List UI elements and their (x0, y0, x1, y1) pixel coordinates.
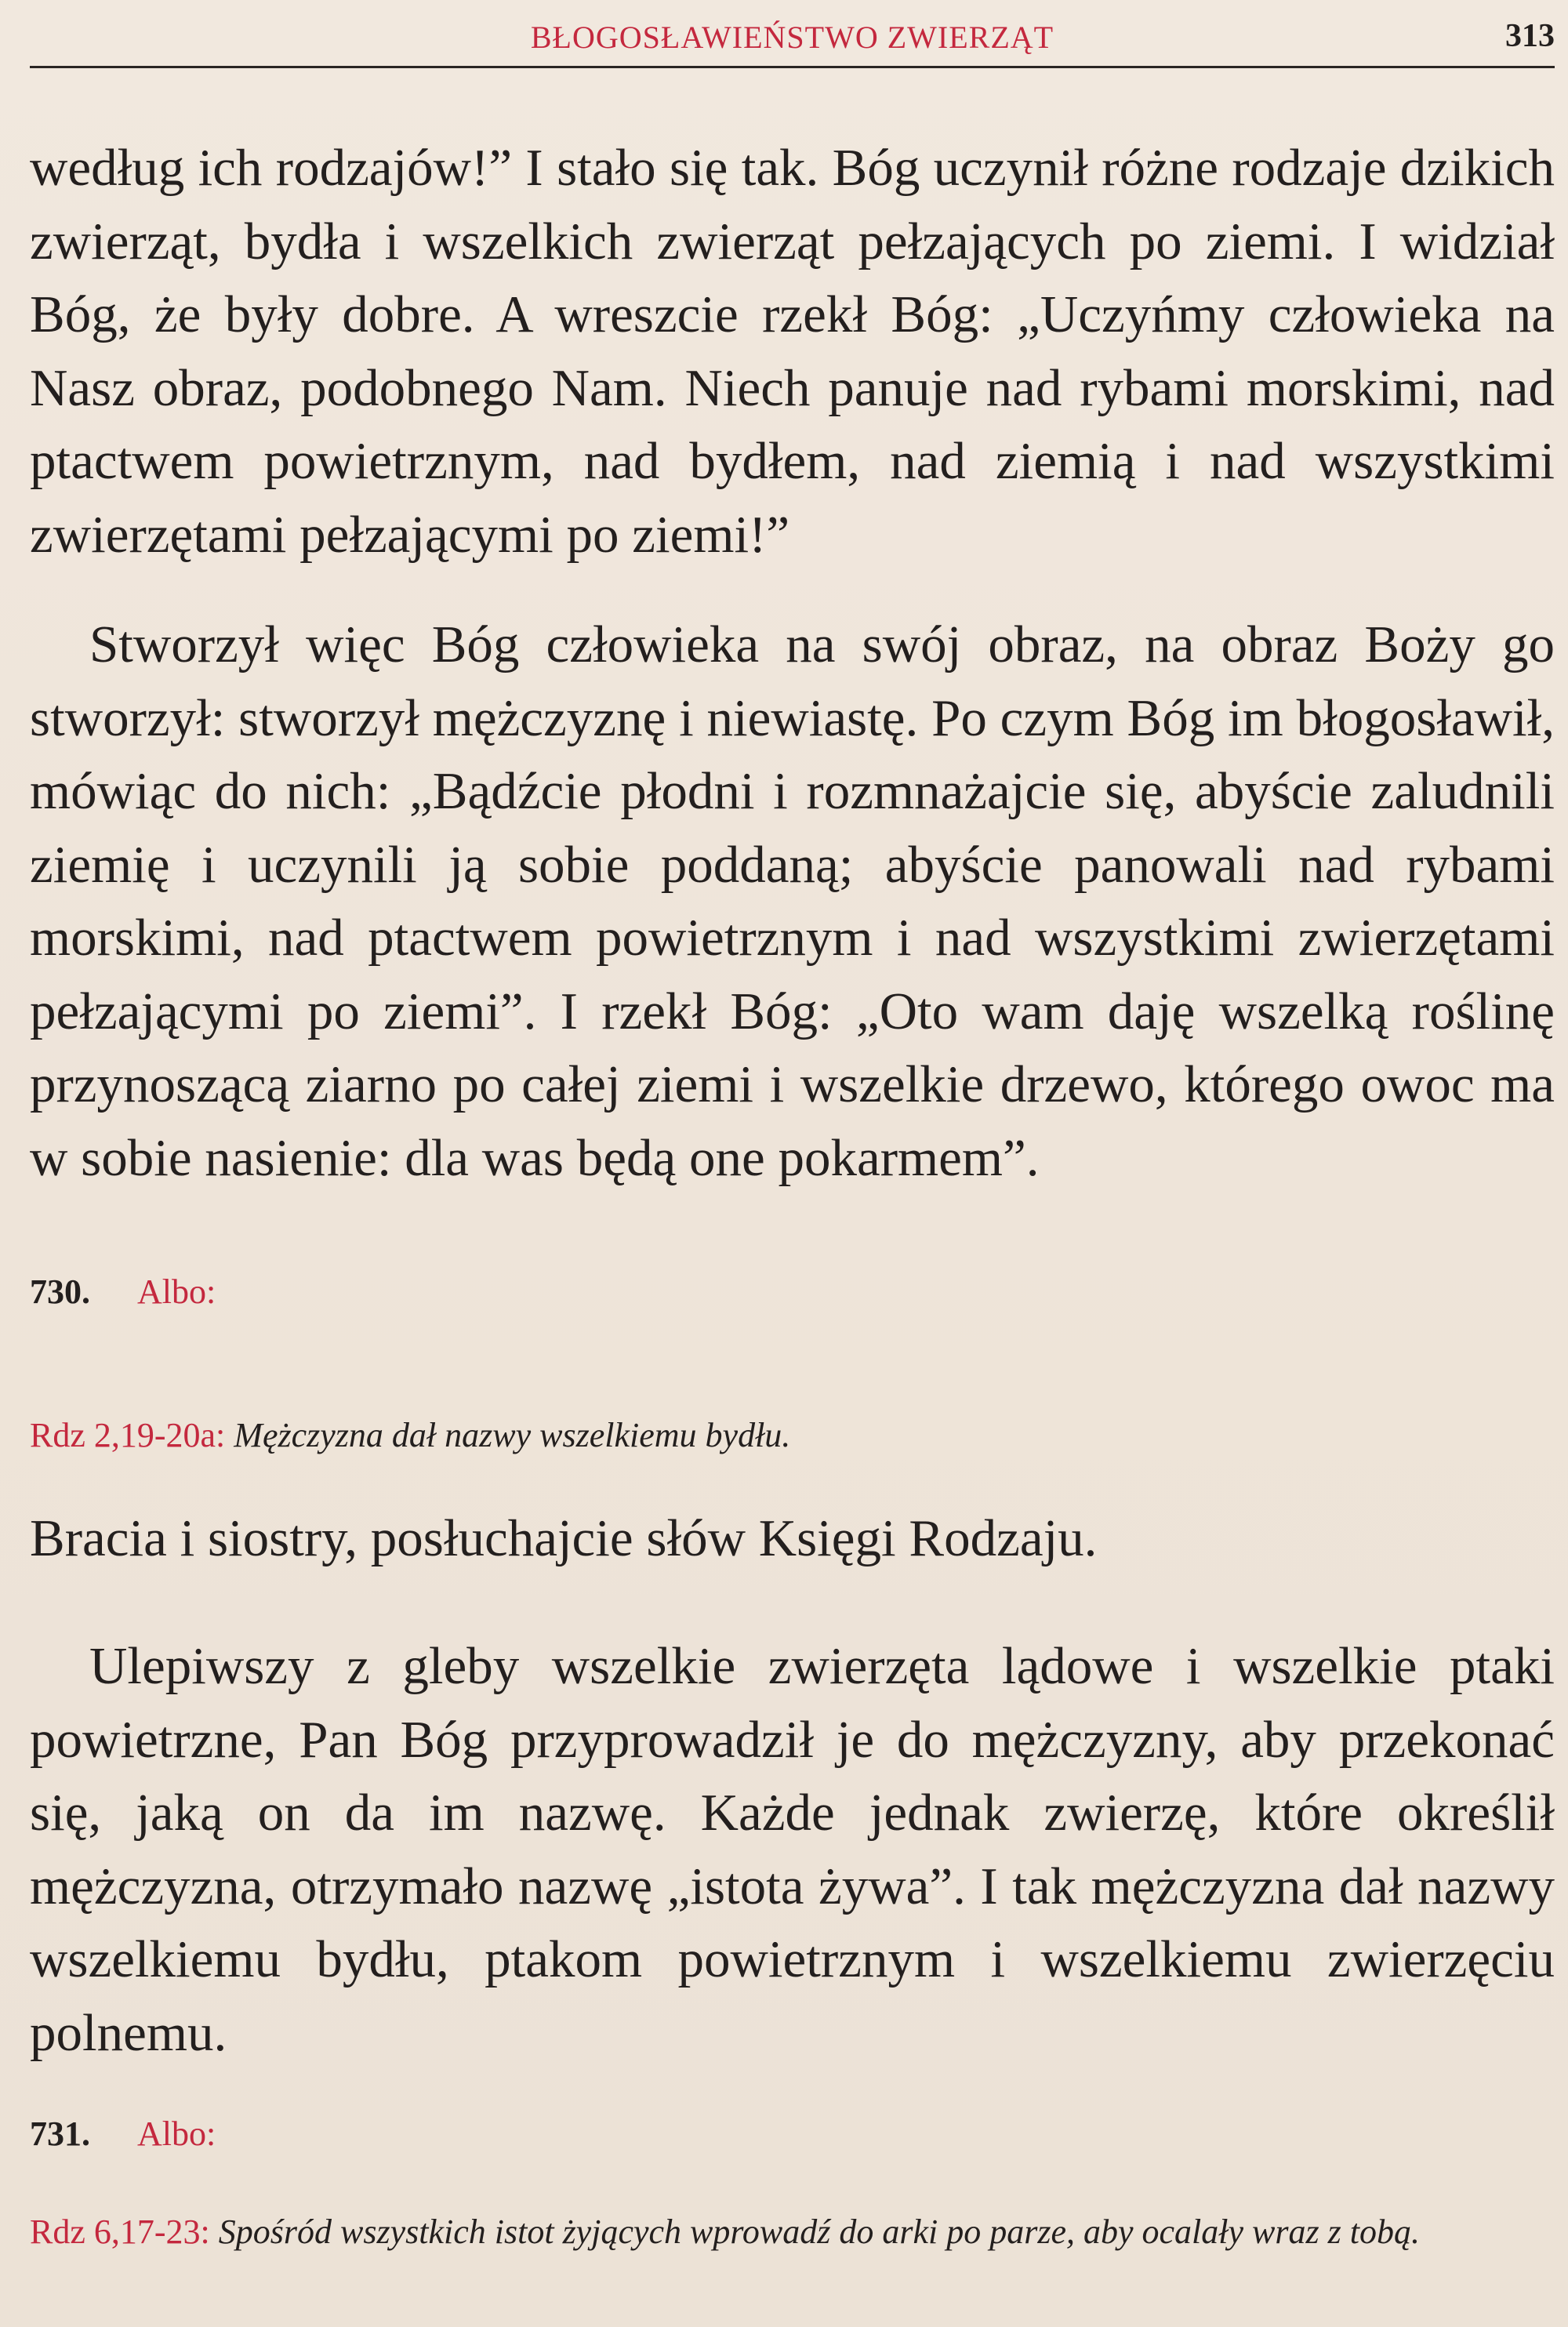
paragraph-naming-of-animals: Ulepiwszy z gleby wszelkie zwierzęta lądowe i wszelkie ptaki powietrzne, Pan Bóg przyprowadził je do mężczyzny, aby przekonać się, jaką on da im nazwę. Każde jednak zwierzę, które określił mężczyzna, otrzymało nazwę „istota żywa”. I tak mężczyzna dał nazwy wszelkiemu bydłu, ptakom powietrznym i wszelkiemu zwierzęciu polnemu. (30, 1637, 1555, 2062)
scripture-reference: Rdz 2,19-20a: (30, 1416, 226, 1454)
albo-label: Albo: (137, 2115, 216, 2153)
page-header (30, 11, 1555, 68)
paragraph-creation-of-man: Stworzył więc Bóg człowieka na swój obraz, na obraz Boży go stworzył: stworzył mężczyznę i niewiastę. Po czym Bóg im błogosławił, mówiąc do nich: „Bądźcie płodni i rozmnażajcie się, abyście zaludnili ziemię i uczynili ją sobie poddaną; abyście panowali nad rybami morskimi, nad ptactwem powietrznym i nad wszystkimi zwierzętami pełzającymi po ziemi”. I rzekł Bóg: „Oto wam daję wszelką roślinę przynoszącą ziarno po całej ziemi i wszelkie drzewo, którego owoc ma w sobie nasienie: dla was będą one pokarmem”. (30, 615, 1555, 1187)
reading-reference-730 (30, 1413, 1555, 1458)
reading-number-730 (30, 1269, 216, 1316)
scripture-reference: Rdz 6,17-23: (30, 2213, 210, 2251)
page-number: 313 (1505, 18, 1555, 54)
reading-summary: Mężczyzna dał nazwy wszelkiemu bydłu. (234, 1416, 791, 1454)
reading-summary: Spośród wszystkich istot żyjących wprowadź do arki po parze, aby ocalały wraz z tobą. (218, 2213, 1420, 2251)
reading-number-731 (30, 2111, 216, 2158)
reading-number: 730. (30, 1272, 90, 1311)
paragraph-genesis-continued: według ich rodzajów!” I stało się tak. Bóg uczynił różne rodzaje dzikich zwierząt, bydła i wszelkich zwierząt pełzających po ziemi. I widział Bóg, że były dobre. A wreszcie rzekł Bóg: „Uczyńmy człowieka na Nasz obraz, podobnego Nam. Niech panuje nad rybami morskimi, nad ptactwem powietrznym, nad bydłem, nad ziemią i nad wszystkimi zwierzętami pełzającymi po ziemi!” (30, 139, 1555, 564)
albo-label: Albo: (137, 1272, 216, 1311)
reading-introduction: Bracia i siostry, posłuchajcie słów Księgi Rodzaju. (30, 1509, 1098, 1567)
reading-reference-731 (30, 2209, 1555, 2255)
running-head: BŁOGOSŁAWIEŃSTWO ZWIERZĄT (530, 20, 1054, 55)
reading-number: 731. (30, 2115, 90, 2153)
